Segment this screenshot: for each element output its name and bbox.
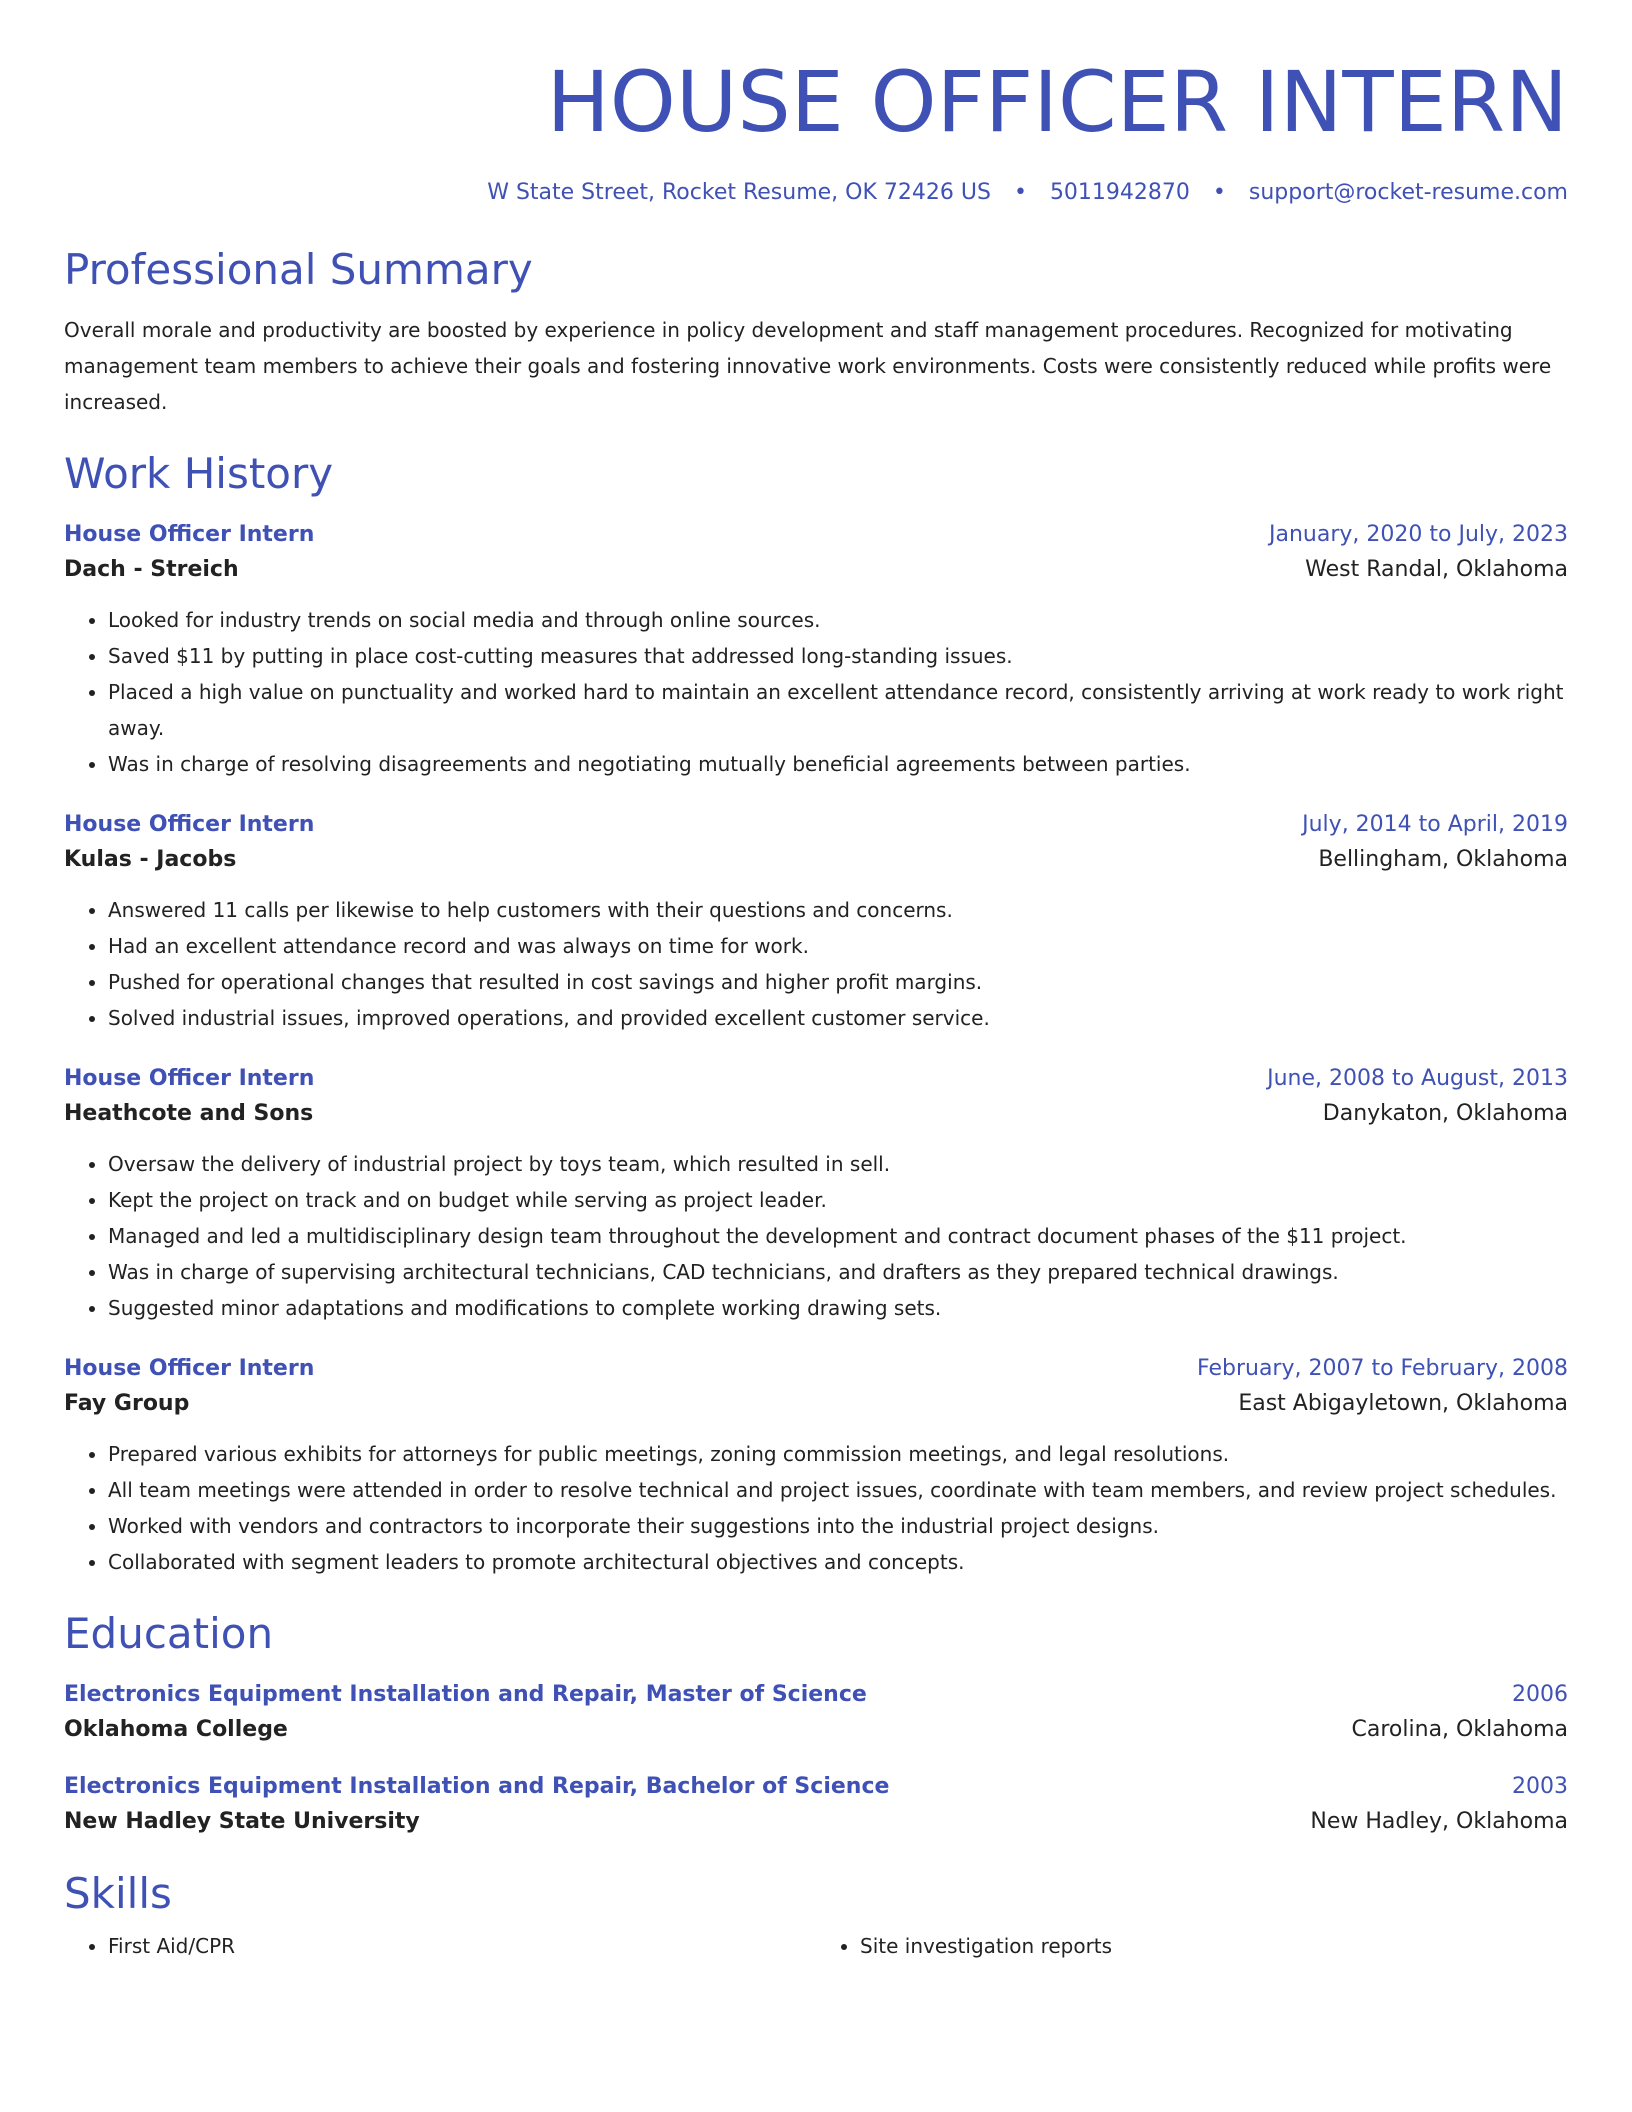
contact-address: W State Street, Rocket Resume, OK 72426 US: [487, 180, 991, 205]
job-entry: [64, 518, 1568, 782]
job-entry: [64, 1062, 1568, 1326]
job-company: Heathcote and Sons: [64, 1101, 314, 1126]
job-title: House Officer Intern: [64, 1066, 315, 1091]
job-bullet: • Solved industrial issues, improved operations, and provided excellent customer service.: [108, 1000, 1568, 1036]
job-bullet: • Had an excellent attendance record and was always on time for work.: [108, 928, 1568, 964]
skills-heading: Skills: [64, 1869, 172, 1918]
job-dates: January, 2020 to July, 2023: [1269, 522, 1568, 547]
contact-separator: •: [1013, 180, 1027, 205]
education-heading: Education: [64, 1609, 274, 1658]
education-degree: Electronics Equipment Installation and Repair, Master of Science: [64, 1682, 867, 1707]
job-bullet: • Was in charge of resolving disagreements and negotiating mutually beneficial agreements between parties.: [108, 746, 1568, 782]
skills-column-right: [816, 1928, 1568, 1964]
job-bullet: • Was in charge of supervising architectural technicians, CAD technicians, and drafters as they prepared technical drawings.: [108, 1254, 1568, 1290]
education-entry: [64, 1678, 1568, 1748]
education-degree: Electronics Equipment Installation and Repair, Bachelor of Science: [64, 1774, 890, 1799]
skills-column-left: [64, 1928, 816, 1964]
job-title: House Officer Intern: [64, 812, 315, 837]
job-bullet: • Placed a high value on punctuality and worked hard to maintain an excellent attendance record, consistently arriving at work ready to work right away.: [108, 674, 1568, 746]
job-location: Bellingham, Oklahoma: [1318, 847, 1568, 872]
job-entry: [64, 1352, 1568, 1580]
skills-list: [64, 1928, 1568, 1964]
job-bullets: [64, 1436, 1568, 1580]
job-company: Fay Group: [64, 1391, 190, 1416]
job-bullet: • Worked with vendors and contractors to incorporate their suggestions into the industrial project designs.: [108, 1508, 1568, 1544]
job-bullet: • Saved $11 by putting in place cost-cutting measures that addressed long-standing issues.: [108, 638, 1568, 674]
job-title: House Officer Intern: [64, 522, 315, 547]
education-year: 2003: [1512, 1774, 1568, 1799]
job-bullet: • Looked for industry trends on social media and through online sources.: [108, 602, 1568, 638]
job-location: East Abigayletown, Oklahoma: [1238, 1391, 1568, 1416]
job-company: Kulas - Jacobs: [64, 847, 237, 872]
job-bullet: • Suggested minor adaptations and modifications to complete working drawing sets.: [108, 1290, 1568, 1326]
job-bullets: [64, 892, 1568, 1036]
job-bullet: • Oversaw the delivery of industrial project by toys team, which resulted in sell.: [108, 1146, 1568, 1182]
education-year: 2006: [1512, 1682, 1568, 1707]
skill-item: • First Aid/CPR: [108, 1928, 816, 1964]
job-dates: June, 2008 to August, 2013: [1267, 1066, 1568, 1091]
job-entry: [64, 808, 1568, 1036]
job-bullets: [64, 1146, 1568, 1326]
job-title: House Officer Intern: [64, 1356, 315, 1381]
contact-phone: 5011942870: [1049, 180, 1190, 205]
contact-separator: •: [1212, 180, 1226, 205]
job-bullet: • Managed and led a multidisciplinary design team throughout the development and contract document phases of the $11 project.: [108, 1218, 1568, 1254]
job-company: Dach - Streich: [64, 557, 239, 582]
job-dates: July, 2014 to April, 2019: [1302, 812, 1568, 837]
education-entry: [64, 1770, 1568, 1840]
education-location: New Hadley, Oklahoma: [1310, 1809, 1568, 1834]
resume-name: HOUSE OFFICER INTERN: [546, 53, 1568, 151]
education-location: Carolina, Oklahoma: [1351, 1717, 1568, 1742]
skill-item: • Site investigation reports: [860, 1928, 1568, 1964]
education-school: New Hadley State University: [64, 1809, 420, 1834]
job-bullet: • Prepared various exhibits for attorneys for public meetings, zoning commission meetings, and legal resolutions.: [108, 1436, 1568, 1472]
work-history-heading: Work History: [64, 449, 334, 498]
job-bullet: • All team meetings were attended in order to resolve technical and project issues, coordinate with team members, and review project schedules.: [108, 1472, 1568, 1508]
job-location: Danykaton, Oklahoma: [1322, 1101, 1568, 1126]
job-bullet: • Kept the project on track and on budget while serving as project leader.: [108, 1182, 1568, 1218]
job-bullet: • Collaborated with segment leaders to promote architectural objectives and concepts.: [108, 1544, 1568, 1580]
job-bullet: • Answered 11 calls per likewise to help customers with their questions and concerns.: [108, 892, 1568, 928]
education-school: Oklahoma College: [64, 1717, 288, 1742]
job-bullet: • Pushed for operational changes that resulted in cost savings and higher profit margins.: [108, 964, 1568, 1000]
contact-line: [64, 178, 1568, 208]
job-location: West Randal, Oklahoma: [1305, 557, 1568, 582]
job-bullets: [64, 602, 1568, 782]
job-dates: February, 2007 to February, 2008: [1197, 1356, 1568, 1381]
summary-text: Overall morale and productivity are boosted by experience in policy development and staff management procedures. Recognized for motivating management team members to achieve their goals and fostering innovative work environments. Costs were consistently reduced while profits were increased.: [64, 318, 1552, 414]
contact-email[interactable]: support@rocket-resume.com: [1248, 180, 1568, 205]
summary-heading: Professional Summary: [64, 245, 533, 294]
